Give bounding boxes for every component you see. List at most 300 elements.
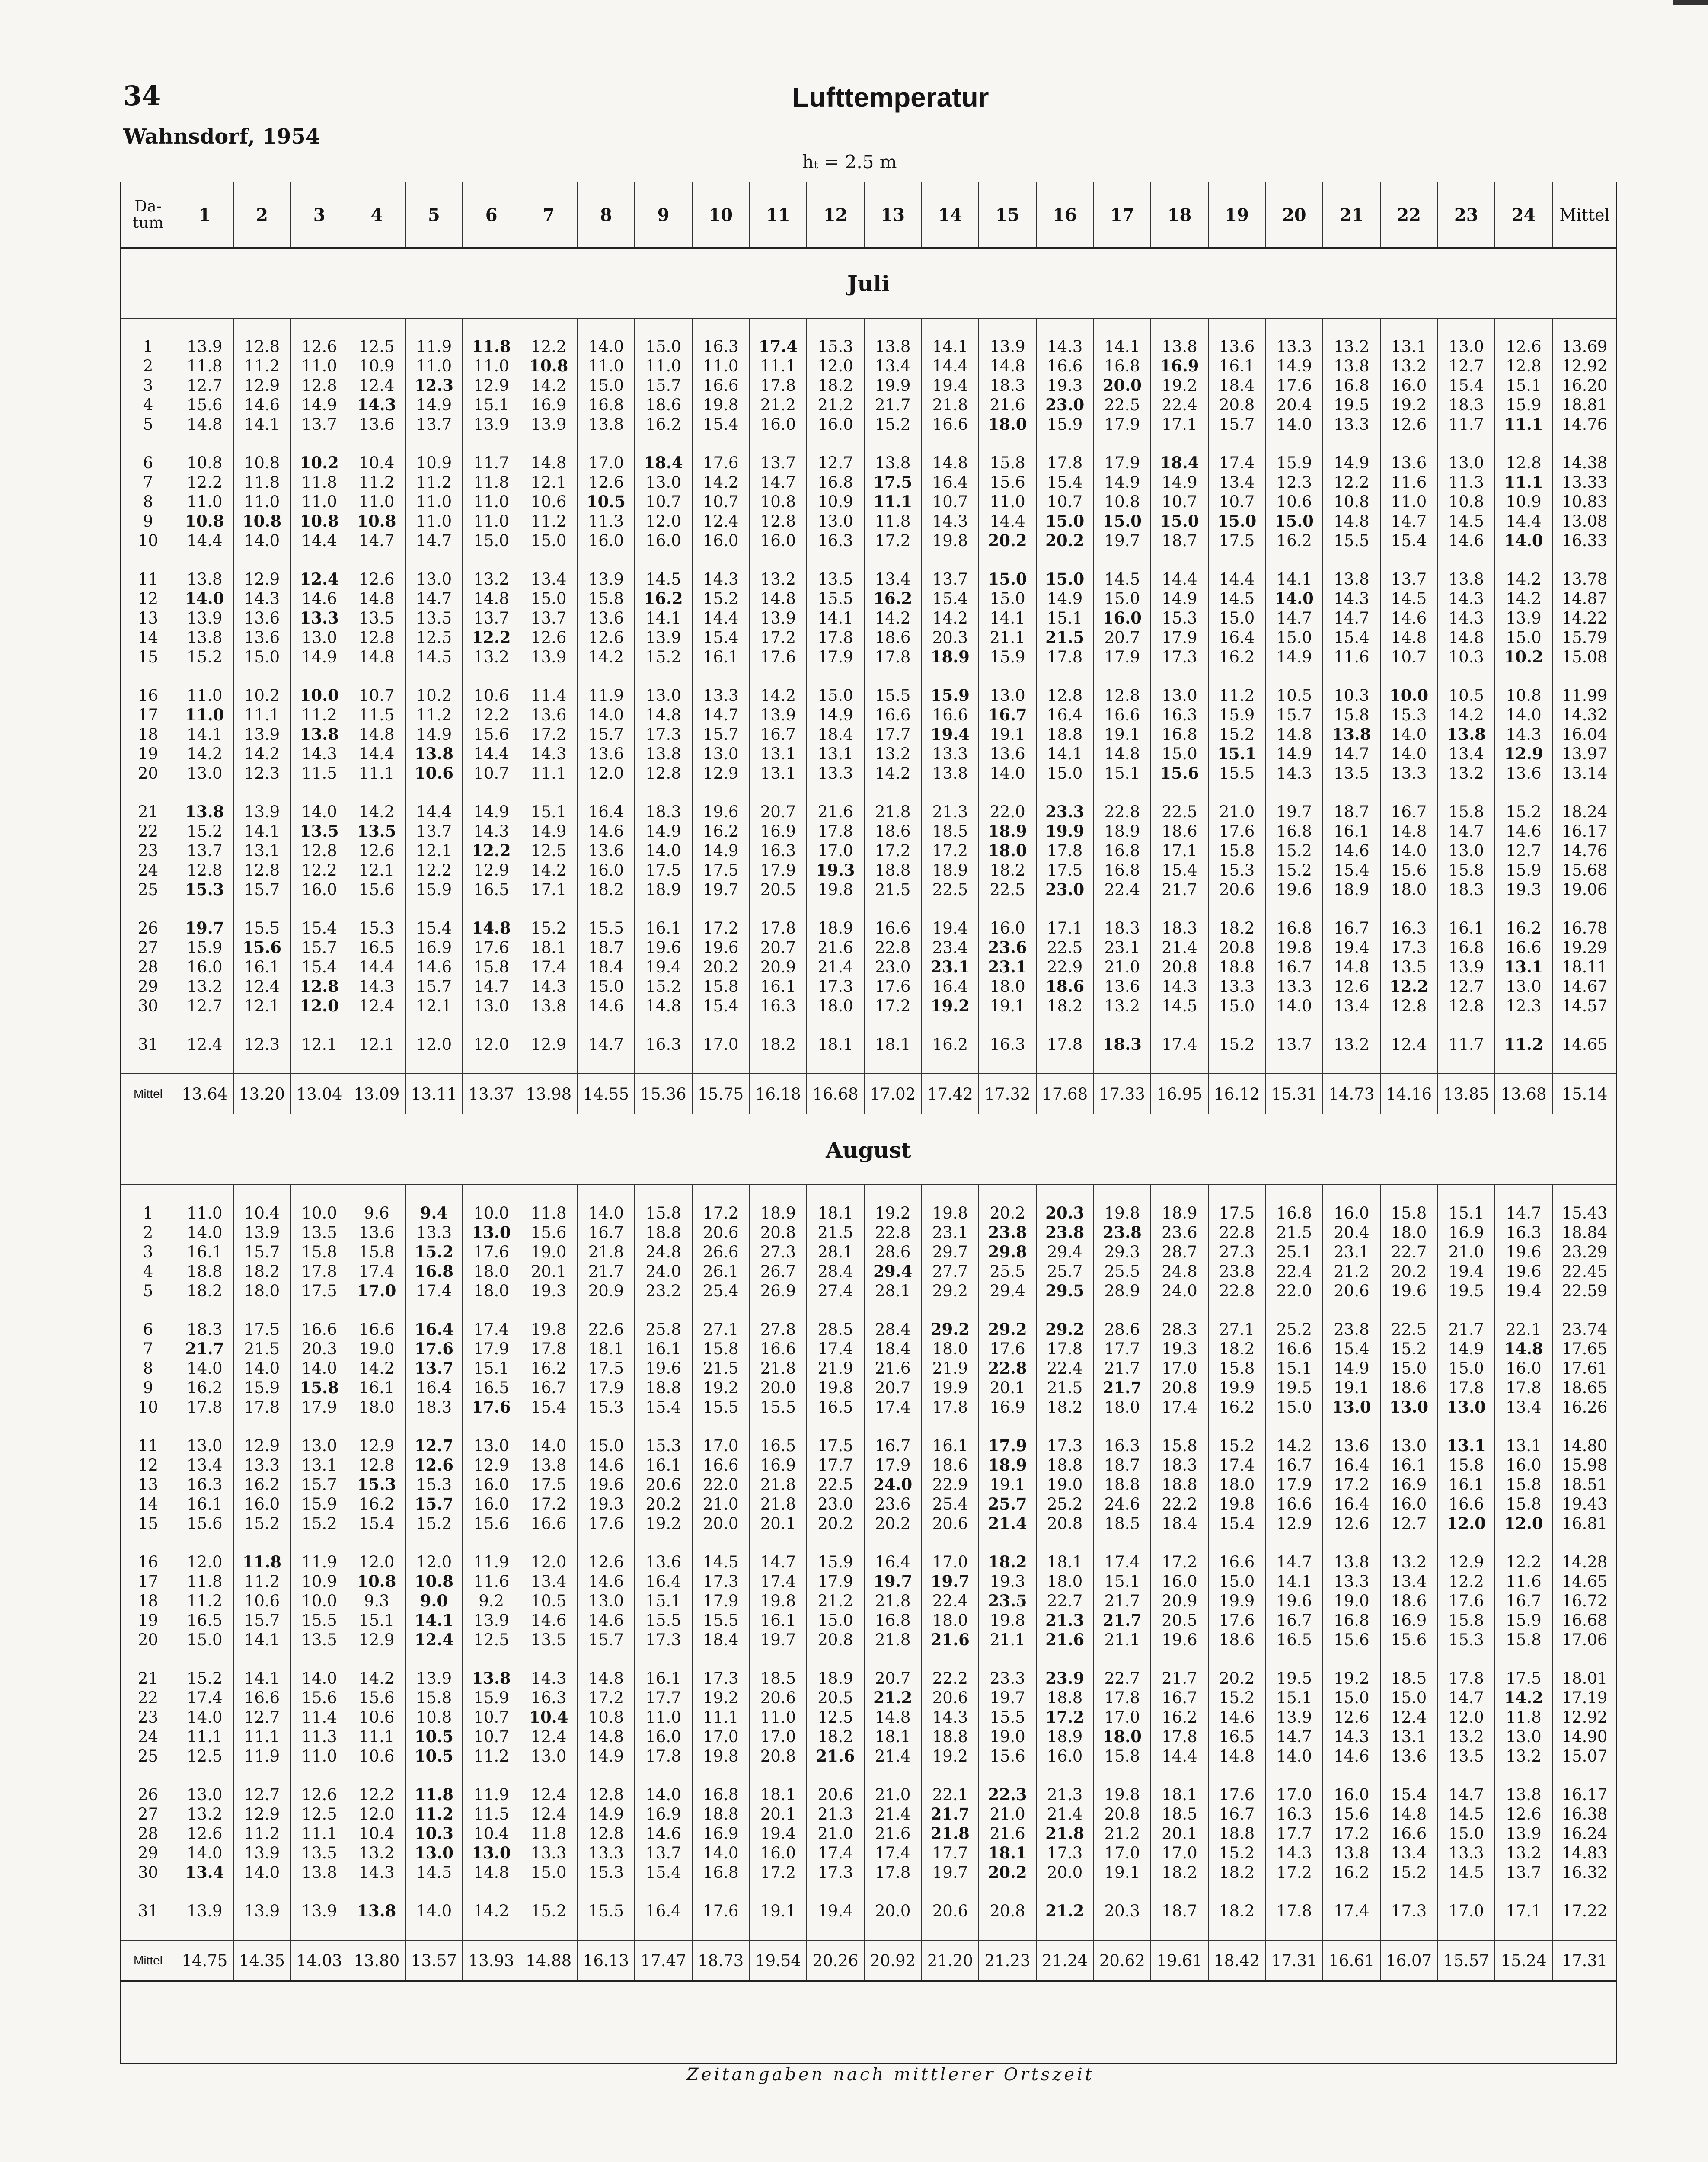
day-number: 31 (137, 1902, 159, 1920)
hourly-mean-cell: 13.80 (348, 1940, 405, 1981)
temperature-cell: 14.9 (463, 802, 520, 822)
temperature-cell: 12.9 (348, 1630, 405, 1650)
temperature-cell: 15.7 (291, 1475, 348, 1494)
spacer-row (121, 1185, 1616, 1203)
temperature-cell: 14.6 (1323, 1746, 1380, 1766)
temperature-cell: 21.7 (176, 1339, 233, 1359)
spacer-cell (520, 1650, 578, 1669)
spacer-cell (1265, 783, 1323, 802)
temperature-cell: 17.6 (692, 453, 750, 473)
temperature-cell: 12.9 (348, 1436, 405, 1455)
hourly-mean-cell: 17.42 (922, 1074, 979, 1115)
spacer-cell (578, 899, 635, 918)
temperature-cell: 13.0 (1437, 841, 1495, 860)
temperature-cell: 18.1 (864, 1035, 922, 1054)
temperature-cell: 16.3 (979, 1035, 1036, 1054)
temperature-cell: 15.7 (405, 1494, 463, 1514)
temperature-cell: 11.7 (1437, 415, 1495, 434)
temperature-cell: 17.4 (176, 1688, 233, 1708)
daily-mean-cell: 13.97 (1552, 744, 1616, 764)
temperature-cell: 18.2 (578, 880, 635, 899)
day-number: 6 (143, 1320, 153, 1339)
temperature-cell: 11.1 (1495, 415, 1552, 434)
temperature-cell: 17.2 (692, 1203, 750, 1223)
spacer-cell (121, 1921, 176, 1940)
temperature-cell: 15.0 (520, 531, 578, 550)
temperature-cell: 13.0 (405, 1843, 463, 1863)
temperature-cell: 21.1 (979, 1630, 1036, 1650)
temperature-cell: 10.7 (1208, 492, 1266, 512)
temperature-cell: 15.9 (1208, 705, 1266, 725)
table-row (121, 1203, 1616, 1223)
temperature-cell: 14.5 (1094, 569, 1151, 589)
temperature-cell: 15.6 (1380, 860, 1438, 880)
spacer-cell (1323, 1054, 1380, 1074)
temperature-cell: 18.1 (1151, 1785, 1208, 1804)
spacer-cell (1437, 1766, 1495, 1785)
spacer-cell (1094, 1417, 1151, 1436)
month-header-row (121, 1115, 1616, 1185)
table-row (121, 841, 1616, 860)
hourly-mean-cell: 16.12 (1208, 1074, 1266, 1115)
temperature-cell: 25.2 (1036, 1494, 1094, 1514)
temperature-cell: 15.0 (1208, 512, 1266, 531)
temperature-cell: 13.4 (176, 1455, 233, 1475)
temperature-cell: 13.7 (405, 415, 463, 434)
temperature-cell: 15.0 (979, 569, 1036, 589)
spacer-cell (1437, 1650, 1495, 1669)
temperature-cell: 10.4 (348, 1824, 405, 1843)
temperature-cell: 16.9 (750, 1455, 807, 1475)
spacer-cell (1036, 783, 1094, 802)
temperature-cell: 20.8 (1208, 395, 1266, 415)
temperature-cell: 19.0 (348, 1339, 405, 1359)
temperature-cell: 17.8 (1437, 1378, 1495, 1398)
temperature-cell: 29.7 (922, 1242, 979, 1262)
temperature-cell: 14.9 (1265, 744, 1323, 764)
spacer-cell (233, 550, 291, 569)
temperature-cell: 13.5 (807, 569, 864, 589)
temperature-cell: 17.3 (807, 977, 864, 996)
spacer-cell (692, 783, 750, 802)
spacer-cell (1094, 550, 1151, 569)
temperature-cell: 17.8 (1151, 1727, 1208, 1746)
temperature-cell: 12.2 (1437, 1572, 1495, 1591)
temperature-cell: 11.1 (348, 1727, 405, 1746)
temperature-cell: 18.4 (635, 453, 692, 473)
temperature-cell: 11.2 (405, 705, 463, 725)
day-number: 18 (137, 1592, 159, 1610)
temperature-cell: 21.8 (578, 1242, 635, 1262)
temperature-cell: 13.4 (520, 1572, 578, 1591)
temperature-cell: 15.4 (1323, 1339, 1380, 1359)
temperature-cell: 18.6 (1036, 977, 1094, 996)
temperature-cell: 14.3 (922, 512, 979, 531)
temperature-cell: 21.3 (1036, 1611, 1094, 1630)
temperature-cell: 12.3 (1265, 473, 1323, 492)
temperature-cell: 17.6 (1437, 1591, 1495, 1611)
temperature-cell: 17.4 (750, 1572, 807, 1591)
temperature-cell: 14.3 (520, 744, 578, 764)
temperature-cell: 19.8 (922, 1203, 979, 1223)
temperature-cell: 13.9 (233, 1843, 291, 1863)
temperature-cell: 27.3 (750, 1242, 807, 1262)
temperature-cell: 12.6 (291, 337, 348, 356)
temperature-cell: 13.4 (1323, 996, 1380, 1016)
temperature-cell: 9.4 (405, 1203, 463, 1223)
spacer-cell (578, 318, 635, 337)
temperature-cell: 21.2 (864, 1688, 922, 1708)
temperature-cell: 19.4 (1323, 938, 1380, 957)
hourly-mean-cell: 16.13 (578, 1940, 635, 1981)
temperature-cell: 12.6 (1495, 1804, 1552, 1824)
temperature-cell: 15.9 (176, 938, 233, 957)
temperature-cell: 13.7 (405, 822, 463, 841)
temperature-cell: 18.6 (922, 1455, 979, 1475)
temperature-cell: 14.0 (1265, 589, 1323, 608)
temperature-cell: 10.8 (578, 1708, 635, 1727)
spacer-cell (176, 1185, 233, 1203)
temperature-cell: 15.2 (1208, 1688, 1266, 1708)
spacer-cell (348, 783, 405, 802)
temperature-cell: 15.8 (291, 1378, 348, 1398)
spacer-cell (807, 434, 864, 453)
temperature-cell: 23.0 (864, 957, 922, 977)
temperature-cell: 18.9 (979, 822, 1036, 841)
group-gap-row (121, 1054, 1616, 1074)
temperature-cell: 11.8 (520, 1824, 578, 1843)
spacer-cell (520, 1533, 578, 1552)
temperature-cell: 15.2 (1208, 1436, 1266, 1455)
temperature-cell: 20.6 (922, 1901, 979, 1921)
table-row (121, 1804, 1616, 1824)
temperature-cell: 14.4 (692, 608, 750, 628)
temperature-cell: 16.3 (1151, 705, 1208, 725)
spacer-cell (520, 318, 578, 337)
spacer-cell (176, 1921, 233, 1940)
temperature-cell: 15.1 (520, 802, 578, 822)
spacer-cell (1495, 899, 1552, 918)
temperature-cell: 17.2 (1323, 1824, 1380, 1843)
temperature-cell: 18.4 (692, 1630, 750, 1650)
table-row (121, 686, 1616, 705)
temperature-cell: 16.0 (1094, 608, 1151, 628)
temperature-cell: 14.8 (176, 415, 233, 434)
hourly-mean-cell: 21.23 (979, 1940, 1036, 1981)
spacer-cell (979, 1016, 1036, 1035)
day-number: 17 (137, 706, 159, 724)
spacer-cell (1552, 1766, 1616, 1785)
temperature-cell: 18.1 (578, 1339, 635, 1359)
temperature-cell: 17.0 (1437, 1901, 1495, 1921)
temperature-cell: 10.5 (1437, 686, 1495, 705)
temperature-cell: 15.0 (1380, 1359, 1438, 1378)
daily-mean-cell: 16.38 (1552, 1804, 1616, 1824)
temperature-cell: 20.8 (807, 1630, 864, 1650)
temperature-cell: 23.0 (1036, 880, 1094, 899)
temperature-cell: 11.0 (405, 356, 463, 376)
temperature-cell: 15.0 (578, 376, 635, 395)
spacer-cell (1208, 783, 1266, 802)
spacer-cell (1323, 899, 1380, 918)
spacer-cell (1323, 1882, 1380, 1901)
temperature-cell: 16.1 (750, 977, 807, 996)
temperature-cell: 19.3 (1151, 1339, 1208, 1359)
temperature-cell: 13.6 (578, 608, 635, 628)
temperature-cell: 11.0 (692, 356, 750, 376)
group-gap-row (121, 667, 1616, 686)
temperature-cell: 14.9 (1151, 473, 1208, 492)
spacer-cell (922, 1533, 979, 1552)
temperature-cell: 15.2 (635, 977, 692, 996)
temperature-cell: 15.2 (1380, 1863, 1438, 1882)
temperature-cell: 21.7 (1151, 1669, 1208, 1688)
spacer-cell (578, 550, 635, 569)
table-row (121, 1223, 1616, 1242)
temperature-cell: 13.8 (1437, 725, 1495, 744)
spacer-cell (1208, 667, 1266, 686)
temperature-cell: 21.5 (692, 1359, 750, 1378)
temperature-cell: 13.7 (463, 608, 520, 628)
spacer-cell (121, 1882, 176, 1901)
spacer-cell (1094, 1921, 1151, 1940)
temperature-cell: 13.6 (979, 744, 1036, 764)
spacer-cell (121, 783, 176, 802)
temperature-cell: 16.6 (750, 1339, 807, 1359)
temperature-cell: 11.9 (463, 1785, 520, 1804)
temperature-cell: 13.5 (520, 1630, 578, 1650)
temperature-cell: 11.0 (635, 356, 692, 376)
day-number: 19 (137, 1611, 159, 1630)
temperature-cell: 15.8 (635, 1203, 692, 1223)
column-header-hour: 8 (578, 182, 635, 248)
temperature-cell: 15.0 (635, 337, 692, 356)
temperature-cell: 15.9 (922, 686, 979, 705)
hourly-mean-cell: 20.92 (864, 1940, 922, 1981)
spacer-cell (520, 899, 578, 918)
temperature-cell: 19.2 (635, 1514, 692, 1533)
spacer-cell (1495, 1921, 1552, 1940)
daily-mean-cell: 16.78 (1552, 918, 1616, 938)
temperature-cell: 17.0 (1094, 1708, 1151, 1727)
temperature-cell: 13.0 (979, 686, 1036, 705)
temperature-cell: 16.8 (1265, 822, 1323, 841)
temperature-cell: 13.3 (807, 764, 864, 783)
hourly-mean-cell: 14.73 (1323, 1074, 1380, 1115)
temperature-cell: 17.4 (1208, 453, 1266, 473)
temperature-cell: 19.3 (520, 1281, 578, 1301)
spacer-cell (635, 550, 692, 569)
temperature-cell: 14.8 (864, 1708, 922, 1727)
temperature-cell: 14.6 (520, 1611, 578, 1630)
temperature-cell: 11.7 (463, 453, 520, 473)
temperature-cell: 18.5 (922, 822, 979, 841)
temperature-cell: 17.7 (807, 1455, 864, 1475)
temperature-cell: 14.3 (1437, 608, 1495, 628)
spacer-cell (750, 1766, 807, 1785)
spacer-cell (807, 899, 864, 918)
temperature-cell: 16.9 (750, 822, 807, 841)
temperature-cell: 16.5 (750, 1436, 807, 1455)
temperature-cell: 20.7 (1094, 628, 1151, 647)
temperature-cell: 14.5 (635, 569, 692, 589)
temperature-cell: 12.0 (291, 996, 348, 1016)
temperature-cell: 10.8 (348, 512, 405, 531)
temperature-cell: 15.7 (1208, 415, 1266, 434)
temperature-cell: 16.6 (1380, 1824, 1438, 1843)
spacer-cell (1151, 1417, 1208, 1436)
temperature-cell: 22.5 (1151, 802, 1208, 822)
month-header-row (121, 248, 1616, 319)
temperature-cell: 15.2 (1495, 802, 1552, 822)
temperature-cell: 18.8 (635, 1223, 692, 1242)
temperature-cell: 10.3 (1437, 647, 1495, 667)
spacer-cell (864, 1016, 922, 1035)
day-number: 16 (137, 1553, 159, 1571)
daily-mean-cell: 19.06 (1552, 880, 1616, 899)
temperature-cell: 16.2 (1208, 647, 1266, 667)
temperature-cell: 11.0 (578, 356, 635, 376)
temperature-cell: 14.6 (578, 822, 635, 841)
spacer-cell (233, 1301, 291, 1320)
temperature-cell: 15.5 (692, 1398, 750, 1417)
temperature-cell: 23.6 (1151, 1223, 1208, 1242)
temperature-cell: 21.0 (1094, 957, 1151, 977)
temperature-cell: 19.8 (979, 1611, 1036, 1630)
temperature-cell: 16.8 (1323, 1611, 1380, 1630)
temperature-cell: 17.9 (1151, 628, 1208, 647)
temperature-cell: 10.0 (463, 1203, 520, 1223)
temperature-cell: 17.4 (1094, 1552, 1151, 1572)
temperature-cell: 20.2 (979, 531, 1036, 550)
temperature-cell: 16.3 (1380, 918, 1438, 938)
hourly-mean-cell: 18.73 (692, 1940, 750, 1981)
temperature-cell: 17.6 (692, 1901, 750, 1921)
temperature-cell: 15.8 (578, 589, 635, 608)
temperature-cell: 17.0 (1151, 1843, 1208, 1863)
temperature-cell: 21.6 (1036, 1630, 1094, 1650)
table-row (121, 1785, 1616, 1804)
spacer-cell (1208, 434, 1266, 453)
temperature-cell: 13.6 (1495, 764, 1552, 783)
spacer-cell (176, 550, 233, 569)
temperature-cell: 15.0 (1094, 589, 1151, 608)
temperature-cell: 11.9 (233, 1746, 291, 1766)
temperature-cell: 11.1 (864, 492, 922, 512)
daily-mean-cell: 17.19 (1552, 1688, 1616, 1708)
group-gap-row (121, 1016, 1616, 1035)
spacer-cell (922, 667, 979, 686)
spacer-cell (692, 1185, 750, 1203)
temperature-cell: 17.2 (520, 725, 578, 744)
temperature-cell: 19.9 (922, 1378, 979, 1398)
temperature-cell: 16.3 (750, 996, 807, 1016)
temperature-cell: 17.8 (635, 1746, 692, 1766)
temperature-cell: 20.8 (1151, 957, 1208, 977)
temperature-cell: 25.4 (692, 1281, 750, 1301)
spacer-cell (922, 1417, 979, 1436)
temperature-cell: 18.1 (750, 1785, 807, 1804)
hourly-mean-cell: 15.75 (692, 1074, 750, 1115)
temperature-cell: 15.6 (463, 1514, 520, 1533)
temperature-cell: 13.0 (291, 1436, 348, 1455)
temperature-cell: 16.2 (922, 1035, 979, 1054)
temperature-cell: 16.7 (1151, 1688, 1208, 1708)
temperature-cell: 21.7 (1094, 1591, 1151, 1611)
day-number: 4 (143, 1262, 153, 1281)
daily-mean-cell: 16.17 (1552, 1785, 1616, 1804)
temperature-cell: 12.9 (233, 1804, 291, 1824)
temperature-cell: 18.2 (807, 376, 864, 395)
temperature-cell: 18.8 (1208, 957, 1266, 977)
temperature-cell: 18.9 (979, 1455, 1036, 1475)
spacer-cell (979, 899, 1036, 918)
temperature-cell: 17.4 (864, 1398, 922, 1417)
temperature-cell: 15.6 (176, 395, 233, 415)
temperature-cell: 13.3 (1208, 977, 1266, 996)
spacer-cell (692, 1766, 750, 1785)
hourly-mean-row (121, 1074, 1616, 1115)
temperature-cell: 25.7 (1036, 1262, 1094, 1281)
spacer-cell (176, 1301, 233, 1320)
spacer-cell (405, 1016, 463, 1035)
temperature-cell: 21.8 (864, 802, 922, 822)
month-name: August (121, 1115, 1616, 1185)
temperature-cell: 18.5 (1380, 1669, 1438, 1688)
temperature-cell: 14.1 (807, 608, 864, 628)
hourly-mean-cell: 13.11 (405, 1074, 463, 1115)
temperature-cell: 15.0 (463, 531, 520, 550)
temperature-cell: 14.7 (578, 1035, 635, 1054)
spacer-cell (1552, 318, 1616, 337)
temperature-cell: 17.5 (635, 860, 692, 880)
temperature-cell: 18.2 (807, 1727, 864, 1746)
table-row (121, 725, 1616, 744)
temperature-cell: 12.4 (520, 1785, 578, 1804)
temperature-cell: 13.8 (1323, 1552, 1380, 1572)
column-header-hour: 21 (1323, 182, 1380, 248)
temperature-cell: 20.8 (1094, 1804, 1151, 1824)
temperature-cell: 18.7 (1323, 802, 1380, 822)
spacer-cell (692, 318, 750, 337)
temperature-cell: 15.1 (1036, 608, 1094, 628)
temperature-cell: 14.2 (864, 764, 922, 783)
temperature-cell: 14.8 (1495, 1339, 1552, 1359)
temperature-cell: 13.8 (291, 725, 348, 744)
temperature-cell: 21.4 (1151, 938, 1208, 957)
temperature-cell: 19.9 (864, 376, 922, 395)
day-number: 12 (137, 589, 159, 608)
temperature-cell: 17.4 (1151, 1035, 1208, 1054)
table-row (121, 1572, 1616, 1591)
temperature-cell: 16.0 (463, 1494, 520, 1514)
spacer-cell (578, 1054, 635, 1074)
spacer-cell (864, 1185, 922, 1203)
temperature-cell: 18.6 (864, 628, 922, 647)
temperature-cell: 14.2 (578, 647, 635, 667)
temperature-cell: 14.2 (864, 608, 922, 628)
temperature-cell: 17.0 (807, 841, 864, 860)
spacer-cell (979, 783, 1036, 802)
temperature-cell: 21.8 (922, 1824, 979, 1843)
temperature-cell: 19.8 (1094, 1203, 1151, 1223)
column-header-hour: 17 (1094, 182, 1151, 248)
temperature-cell: 15.8 (1208, 841, 1266, 860)
temperature-cell: 20.4 (1323, 1223, 1380, 1242)
daily-mean-cell: 19.43 (1552, 1494, 1616, 1514)
spacer-cell (1265, 1016, 1323, 1035)
temperature-cell: 13.3 (1265, 337, 1323, 356)
